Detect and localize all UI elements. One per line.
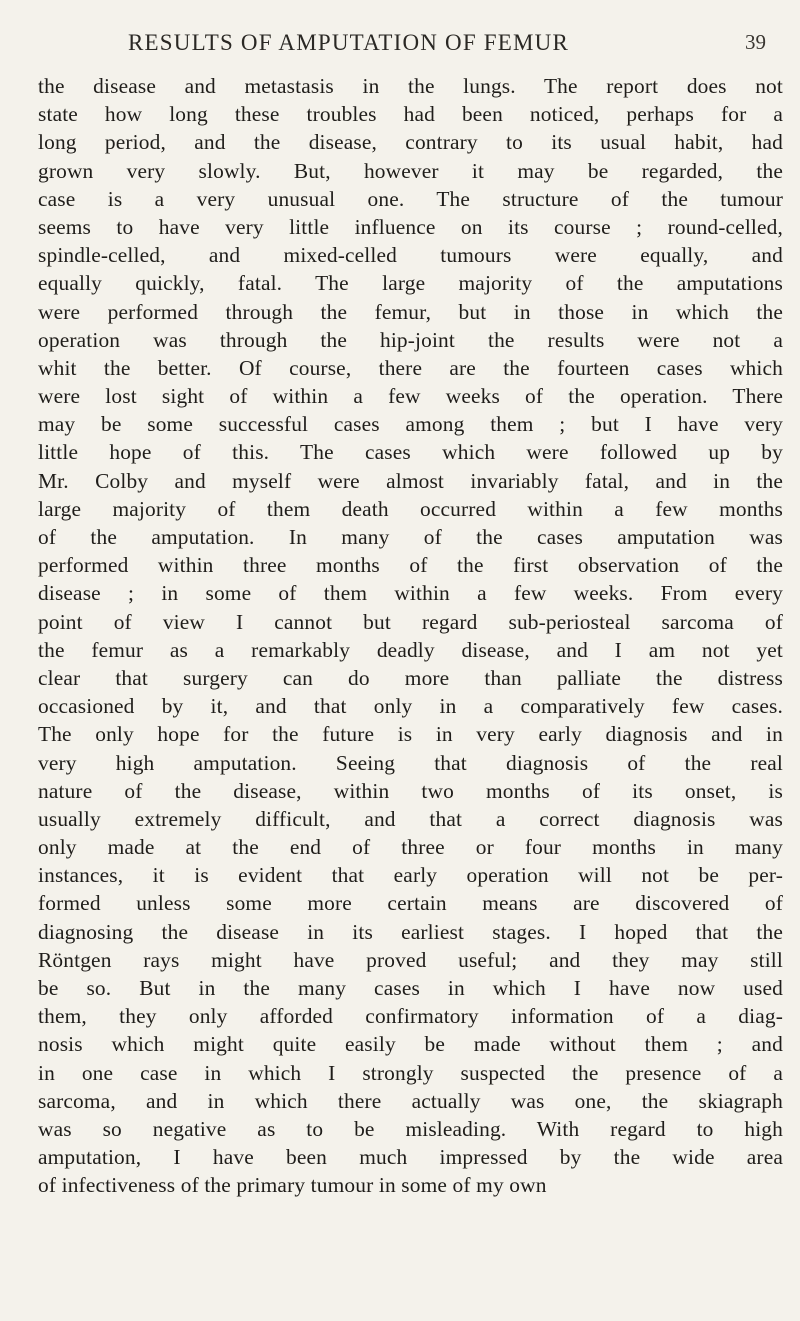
text-line: them, they only afforded confirmatory information of a diag- bbox=[38, 1004, 783, 1029]
text-line: little hope of this. The cases which were followed up by bbox=[38, 440, 783, 465]
text-line: usually extremely difficult, and that a correct diagnosis was bbox=[38, 806, 783, 831]
text-line: Mr. Colby and myself were almost invariably fatal, and in the bbox=[38, 468, 783, 493]
text-line: whit the better. Of course, there are the fourteen cases which bbox=[38, 355, 783, 380]
text-line: were performed through the femur, but in those in which the bbox=[38, 299, 783, 324]
text-line: was so negative as to be misleading. With regard to high bbox=[38, 1116, 783, 1141]
running-title: RESULTS OF AMPUTATION OF FEMUR bbox=[128, 30, 570, 55]
text-line: of infectiveness of the primary tumour in some of my own bbox=[38, 1173, 547, 1198]
text-line: performed within three months of the first observation of the bbox=[38, 553, 783, 578]
text-line: be so. But in the many cases in which I have now used bbox=[38, 976, 783, 1000]
text-line: may be some successful cases among them ; but I have very bbox=[38, 412, 783, 437]
text-line: clear that surgery can do more than palliate the distress bbox=[38, 665, 783, 690]
text-line: Röntgen rays might have proved useful; and they may still bbox=[38, 947, 783, 972]
text-line: sarcoma, and in which there actually was one, the skiagraph bbox=[38, 1088, 783, 1113]
text-line: seems to have very little influence on its course ; round-celled, bbox=[38, 214, 783, 239]
text-line: equally quickly, fatal. The large majority of the amputations bbox=[38, 271, 783, 296]
text-line: were lost sight of within a few weeks of the operation. There bbox=[38, 384, 783, 409]
text-line: the femur as a remarkably deadly disease, and I am not yet bbox=[38, 637, 783, 662]
text-line: state how long these troubles had been noticed, perhaps for a bbox=[38, 102, 783, 127]
page-number: 39 bbox=[745, 30, 766, 54]
text-line: only made at the end of three or four months in many bbox=[38, 835, 783, 860]
text-line: the disease and metastasis in the lungs. The report does not bbox=[38, 74, 783, 98]
text-line: large majority of them death occurred within a few months bbox=[38, 496, 783, 521]
text-line: nature of the disease, within two months of its onset, is bbox=[38, 778, 783, 803]
text-line: point of view I cannot but regard sub-periosteal sarcoma of bbox=[38, 609, 783, 634]
text-line: long period, and the disease, contrary to its usual habit, had bbox=[38, 130, 783, 155]
body-text bbox=[38, 72, 783, 1200]
text-line: formed unless some more certain means are discovered of bbox=[38, 891, 783, 916]
text-line: very high amputation. Seeing that diagnosis of the real bbox=[38, 750, 783, 775]
text-line: nosis which might quite easily be made without them ; and bbox=[38, 1032, 783, 1057]
text-line: The only hope for the future is in very early diagnosis and in bbox=[38, 722, 783, 747]
text-line: spindle-celled, and mixed-celled tumours were equally, and bbox=[38, 243, 783, 268]
text-line: operation was through the hip-joint the results were not a bbox=[38, 327, 783, 352]
text-line: disease ; in some of them within a few weeks. From every bbox=[38, 581, 783, 606]
text-line: in one case in which I strongly suspected the presence of a bbox=[38, 1060, 783, 1085]
text-line: diagnosing the disease in its earliest stages. I hoped that the bbox=[38, 919, 783, 944]
text-line: grown very slowly. But, however it may be regarded, the bbox=[38, 158, 783, 183]
running-head bbox=[36, 30, 784, 60]
text-line: of the amputation. In many of the cases amputation was bbox=[38, 525, 783, 549]
text-line: instances, it is evident that early operation will not be per- bbox=[38, 863, 783, 888]
text-line: amputation, I have been much impressed by the wide area bbox=[38, 1145, 783, 1170]
text-line: occasioned by it, and that only in a comparatively few cases. bbox=[38, 694, 783, 719]
text-line: case is a very unusual one. The structure of the tumour bbox=[38, 186, 783, 211]
